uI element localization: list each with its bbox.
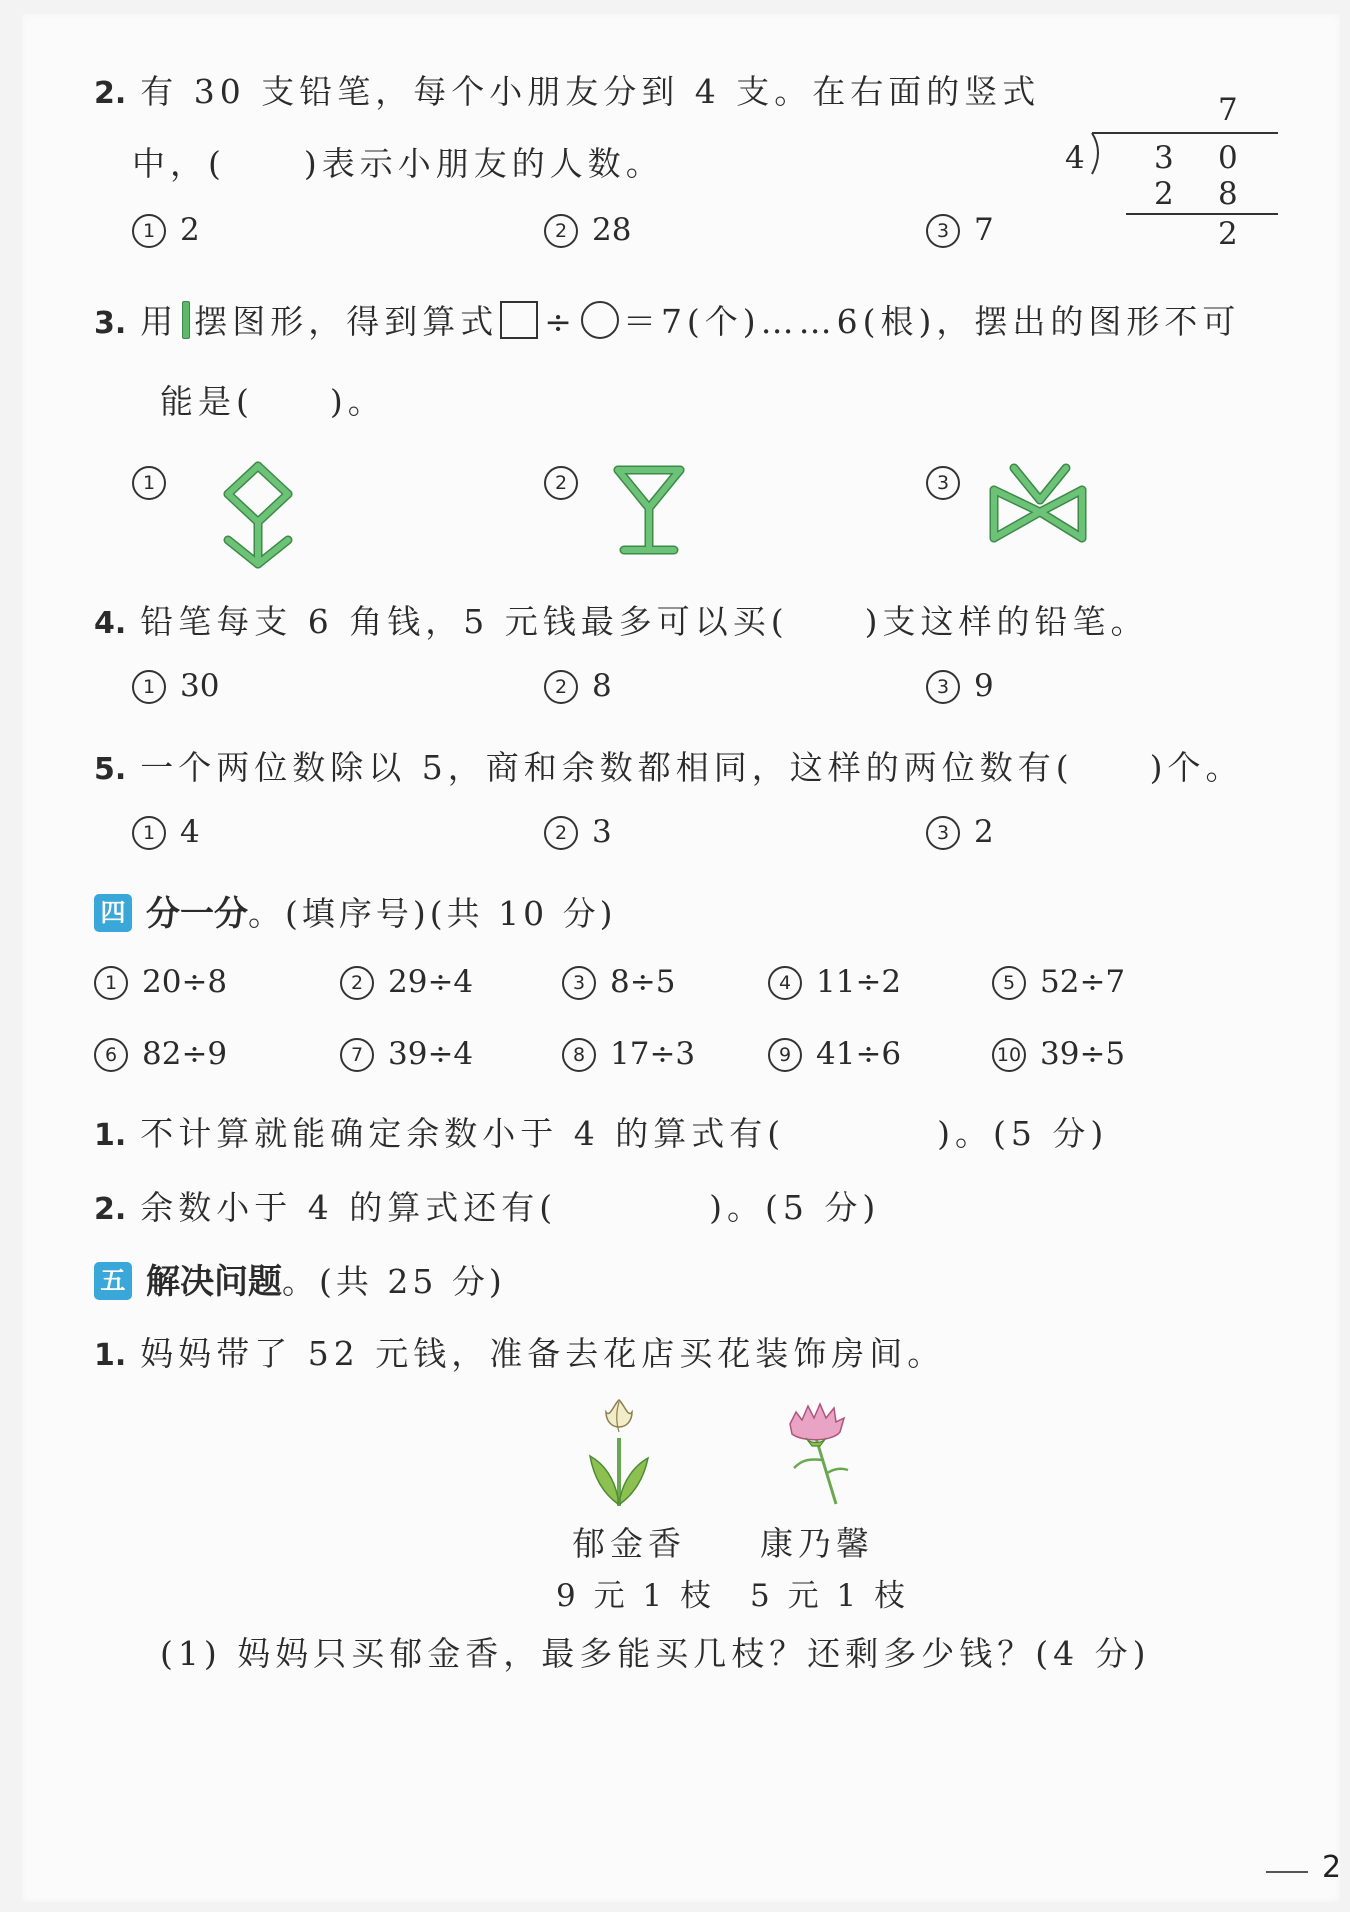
stick-flower-figure — [206, 452, 316, 572]
expr-mark: 9 — [768, 1038, 802, 1072]
q5-option-2[interactable] — [544, 814, 612, 850]
option-mark: 1 — [132, 466, 166, 500]
expr-mark: 1 — [94, 966, 128, 1000]
matchstick-icon — [182, 301, 190, 339]
option-mark: 3 — [926, 816, 960, 850]
section-title: 解决问题 — [146, 1262, 282, 1302]
division-quotient: 7 — [1218, 92, 1238, 128]
question-number: 1. — [94, 1118, 127, 1153]
option-mark: 3 — [926, 466, 960, 500]
option-mark: 2 — [544, 670, 578, 704]
question-text: 余数小于 4 的算式还有( )。(5 分) — [140, 1188, 881, 1227]
division-bracket — [1090, 132, 1280, 182]
option-mark: 3 — [926, 214, 960, 248]
expr-text: 52÷7 — [1040, 964, 1126, 1000]
page-number-rule — [1266, 1871, 1308, 1873]
question-text: 有 30 支铅笔，每个小朋友分到 4 支。在右面的竖式 — [140, 72, 1041, 111]
division-dividend-tens: 3 — [1154, 140, 1174, 176]
option-value: 2 — [974, 814, 994, 850]
q4-option-3[interactable] — [926, 668, 994, 704]
option-mark: 1 — [132, 670, 166, 704]
question-text: )表示小朋友的人数。 — [303, 144, 664, 183]
question-number: 1. — [94, 1338, 127, 1373]
section-note: 。(填序号)(共 10 分) — [248, 894, 617, 933]
flower-price-tulip: 9 元 1 枝 — [556, 1578, 716, 1614]
expr-mark: 10 — [992, 1038, 1026, 1072]
stick-bowtie-figure — [982, 460, 1102, 550]
expr-mark: 8 — [562, 1038, 596, 1072]
question-number: 5. — [94, 752, 127, 787]
division-product-ones: 8 — [1218, 176, 1238, 212]
expr-text: 39÷4 — [388, 1036, 474, 1072]
option-value: 28 — [592, 212, 632, 248]
divide-sign: ÷ — [544, 302, 577, 341]
option-mark: 1 — [132, 214, 166, 248]
q2-option-2[interactable] — [544, 212, 631, 248]
section-badge: 五 — [94, 1262, 132, 1300]
question-text: 中，( — [132, 144, 226, 183]
flower-name-carnation: 康乃馨 — [760, 1524, 874, 1563]
q5-option-3[interactable] — [926, 814, 994, 850]
expr-7 — [340, 1036, 473, 1072]
expr-text: 82÷9 — [142, 1036, 228, 1072]
expr-mark: 3 — [562, 966, 596, 1000]
q4-option-1[interactable] — [132, 668, 219, 704]
expr-10 — [992, 1036, 1125, 1072]
expr-6 — [94, 1036, 227, 1072]
expr-1 — [94, 964, 227, 1000]
q2-option-1[interactable] — [132, 212, 200, 248]
option-mark: 1 — [132, 816, 166, 850]
question-text: 一个两位数除以 5，商和余数都相同，这样的两位数有( )个。 — [140, 748, 1244, 787]
section-5-question-1 — [94, 1328, 945, 1375]
expr-8 — [562, 1036, 695, 1072]
q3-option-3[interactable] — [926, 464, 974, 500]
section-badge: 四 — [94, 894, 132, 932]
worksheet-page — [22, 14, 1340, 1902]
expr-text: 17÷3 — [610, 1036, 696, 1072]
expr-text: 11÷2 — [816, 964, 902, 1000]
expr-text: 41÷6 — [816, 1036, 902, 1072]
circle-icon — [581, 301, 619, 339]
expr-9 — [768, 1036, 901, 1072]
expr-5 — [992, 964, 1125, 1000]
division-remainder: 2 — [1218, 216, 1238, 252]
option-mark: 3 — [926, 670, 960, 704]
expr-mark: 6 — [94, 1038, 128, 1072]
question-text: 铅笔每支 6 角钱，5 元钱最多可以买( )支这样的铅笔。 — [140, 602, 1149, 641]
division-dividend-ones: 0 — [1218, 140, 1238, 176]
expr-mark: 5 — [992, 966, 1026, 1000]
question-text: 不计算就能确定余数小于 4 的算式有( )。(5 分) — [140, 1114, 1109, 1153]
division-divisor: 4 — [1065, 140, 1085, 176]
option-value: 3 — [592, 814, 612, 850]
question-5 — [94, 742, 1244, 789]
square-box-icon — [500, 301, 538, 339]
expr-text: 29÷4 — [388, 964, 474, 1000]
question-text: 摆图形，得到算式 — [194, 302, 499, 341]
section-5-subquestion-1: (1) 妈妈只买郁金香，最多能买几枝？还剩多少钱？(4 分) — [160, 1634, 1151, 1673]
question-number: 3. — [94, 306, 127, 341]
option-mark: 2 — [544, 466, 578, 500]
tulip-icon — [584, 1398, 654, 1508]
question-4 — [94, 596, 1149, 643]
question-2-line2 — [132, 138, 664, 185]
expr-4 — [768, 964, 901, 1000]
expr-text: 39÷5 — [1040, 1036, 1126, 1072]
q2-option-3[interactable] — [926, 212, 994, 248]
question-number: 2. — [94, 1192, 127, 1227]
page-number: 2 — [1322, 1850, 1342, 1885]
section-4-header — [94, 886, 616, 935]
section-4-question-2 — [94, 1182, 880, 1229]
option-mark: 2 — [544, 816, 578, 850]
expr-text: 20÷8 — [142, 964, 228, 1000]
question-3-line2: 能是( )。 — [160, 382, 386, 421]
q3-option-1[interactable] — [132, 464, 180, 500]
expr-mark: 4 — [768, 966, 802, 1000]
expr-mark: 2 — [340, 966, 374, 1000]
section-title: 分一分 — [146, 894, 248, 934]
option-value: 2 — [180, 212, 200, 248]
question-text: ＝7(个)……6(根)，摆出的图形不可 — [622, 302, 1241, 341]
expr-2 — [340, 964, 473, 1000]
question-text: 用 — [140, 302, 179, 341]
question-2-line1 — [94, 66, 1040, 113]
expr-mark: 7 — [340, 1038, 374, 1072]
option-value: 30 — [180, 668, 220, 704]
option-value: 4 — [180, 814, 200, 850]
q3-option-2[interactable] — [544, 464, 592, 500]
flower-price-carnation: 5 元 1 枝 — [750, 1578, 910, 1614]
question-3-line1 — [94, 296, 1240, 343]
question-number: 4. — [94, 606, 127, 641]
option-mark: 2 — [544, 214, 578, 248]
stick-goblet-figure — [610, 460, 690, 560]
expr-3 — [562, 964, 675, 1000]
question-text: 妈妈带了 52 元钱，准备去花店买花装饰房间。 — [140, 1334, 946, 1373]
flower-name-tulip: 郁金香 — [572, 1524, 686, 1563]
section-5-header — [94, 1254, 506, 1303]
question-number: 2. — [94, 76, 127, 111]
option-value: 7 — [974, 212, 994, 248]
division-line — [1126, 213, 1278, 215]
section-4-question-1 — [94, 1108, 1108, 1155]
carnation-icon — [776, 1398, 856, 1508]
expr-text: 8÷5 — [610, 964, 676, 1000]
q4-option-2[interactable] — [544, 668, 612, 704]
section-note: 。(共 25 分) — [282, 1262, 506, 1301]
option-value: 8 — [592, 668, 612, 704]
division-product-tens: 2 — [1154, 176, 1174, 212]
q5-option-1[interactable] — [132, 814, 200, 850]
option-value: 9 — [974, 668, 994, 704]
